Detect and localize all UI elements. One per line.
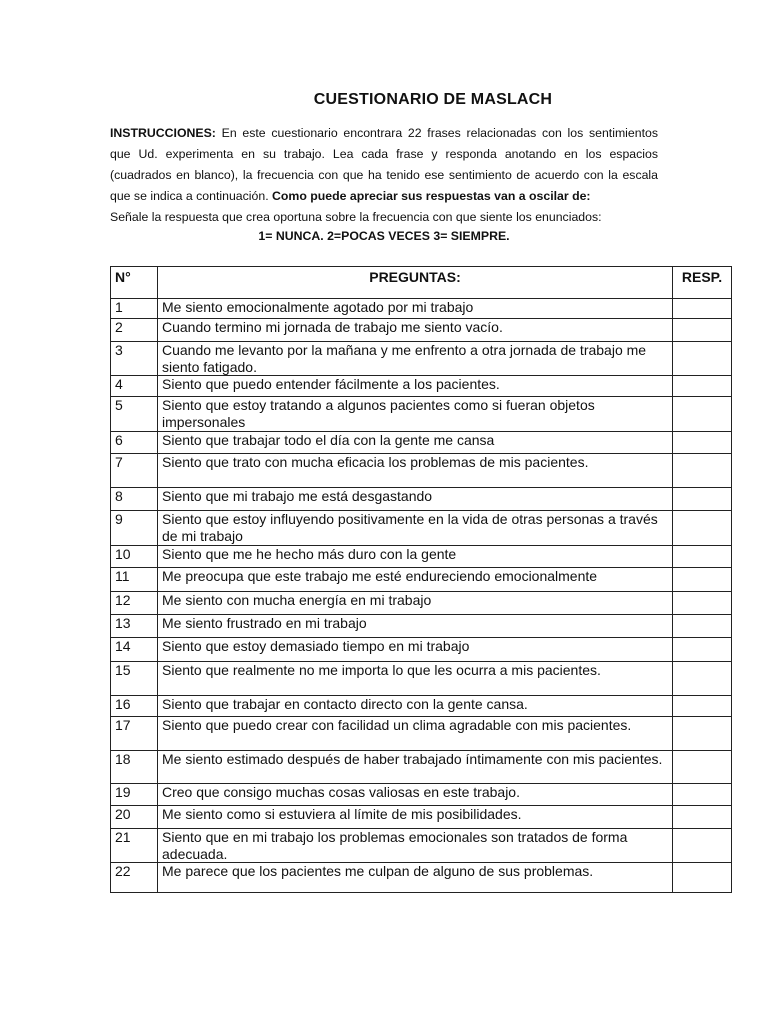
question-number: 8 (111, 488, 158, 511)
response-cell[interactable] (673, 376, 732, 397)
response-cell[interactable] (673, 319, 732, 342)
table-row (111, 397, 732, 432)
table-row (111, 615, 732, 638)
table-row (111, 319, 732, 342)
question-number: 6 (111, 432, 158, 454)
response-cell[interactable] (673, 299, 732, 319)
response-cell[interactable] (673, 806, 732, 829)
table-row (111, 299, 732, 319)
table-row (111, 546, 732, 568)
question-text: Siento que mi trabajo me está desgastando (158, 488, 673, 511)
question-number: 20 (111, 806, 158, 829)
question-text: Me siento emocionalmente agotado por mi trabajo (158, 299, 673, 319)
question-text: Me preocupa que este trabajo me esté endureciendo emocionalmente (158, 568, 673, 592)
response-scale-text: 1= NUNCA. 2=POCAS VECES 3= SIEMPRE. (258, 229, 510, 243)
question-text: Siento que puedo crear con facilidad un clima agradable con mis pacientes. (158, 717, 673, 751)
table-row (111, 592, 732, 615)
response-cell[interactable] (673, 342, 732, 376)
question-text: Me siento estimado después de haber trabajado íntimamente con mis pacientes. (158, 751, 673, 784)
table-row (111, 488, 732, 511)
instructions-line2: Señale la respuesta que crea oportuna sobre la frecuencia con que siente los enunciados: (110, 210, 602, 224)
question-number: 9 (111, 511, 158, 546)
question-text: Siento que trabajar en contacto directo con la gente cansa. (158, 696, 673, 717)
question-number: 12 (111, 592, 158, 615)
table-row (111, 511, 732, 546)
table-row (111, 829, 732, 863)
response-cell[interactable] (673, 784, 732, 806)
response-cell[interactable] (673, 696, 732, 717)
table-row (111, 806, 732, 829)
instructions-emphasis: Como puede apreciar sus respuestas van a oscilar de: (272, 189, 591, 203)
question-text: Me siento frustrado en mi trabajo (158, 615, 673, 638)
response-scale (0, 229, 768, 243)
response-cell[interactable] (673, 717, 732, 751)
question-number: 1 (111, 299, 158, 319)
table-row (111, 376, 732, 397)
response-cell[interactable] (673, 829, 732, 863)
header-response: RESP. (673, 267, 732, 299)
question-number: 19 (111, 784, 158, 806)
question-number: 18 (111, 751, 158, 784)
response-cell[interactable] (673, 615, 732, 638)
question-number: 14 (111, 638, 158, 662)
table-header-row (111, 267, 732, 299)
table-row (111, 784, 732, 806)
table-row (111, 454, 732, 488)
response-cell[interactable] (673, 432, 732, 454)
question-number: 5 (111, 397, 158, 432)
instructions-text: En este cuestionario encontrara 22 frases relacionadas con los sentimientos que Ud. experimenta en su trabajo. Lea cada frase y responda anotando en los espacios (cuadrados en blanco), la frecuencia con que ha tenido ese sentimiento de acuerdo con la escala que se indica a continuación. (110, 126, 658, 203)
question-text: Siento que estoy demasiado tiempo en mi trabajo (158, 638, 673, 662)
question-number: 15 (111, 662, 158, 696)
question-number: 3 (111, 342, 158, 376)
question-number: 11 (111, 568, 158, 592)
question-text: Creo que consigo muchas cosas valiosas en este trabajo. (158, 784, 673, 806)
question-number: 7 (111, 454, 158, 488)
question-number: 22 (111, 863, 158, 893)
question-number: 16 (111, 696, 158, 717)
question-text: Cuando termino mi jornada de trabajo me siento vacío. (158, 319, 673, 342)
response-cell[interactable] (673, 568, 732, 592)
question-text: Me parece que los pacientes me culpan de alguno de sus problemas. (158, 863, 673, 893)
response-cell[interactable] (673, 638, 732, 662)
table-row (111, 662, 732, 696)
table-row (111, 751, 732, 784)
question-text: Siento que estoy tratando a algunos pacientes como si fueran objetos impersonales (158, 397, 673, 432)
table-row (111, 342, 732, 376)
question-text: Siento que trato con mucha eficacia los problemas de mis pacientes. (158, 454, 673, 488)
question-text: Me siento con mucha energía en mi trabajo (158, 592, 673, 615)
question-text: Siento que me he hecho más duro con la gente (158, 546, 673, 568)
header-question: PREGUNTAS: (158, 267, 673, 299)
table-row (111, 863, 732, 893)
response-cell[interactable] (673, 546, 732, 568)
response-cell[interactable] (673, 751, 732, 784)
response-cell[interactable] (673, 863, 732, 893)
question-number: 13 (111, 615, 158, 638)
header-number: N° (111, 267, 158, 299)
response-cell[interactable] (673, 397, 732, 432)
table-row (111, 568, 732, 592)
question-number: 4 (111, 376, 158, 397)
response-cell[interactable] (673, 511, 732, 546)
question-text: Siento que estoy influyendo positivamente en la vida de otras personas a través de mi trabajo (158, 511, 673, 546)
table-row (111, 638, 732, 662)
question-number: 10 (111, 546, 158, 568)
question-text: Siento que trabajar todo el día con la gente me cansa (158, 432, 673, 454)
document-title: CUESTIONARIO DE MASLACH (313, 91, 553, 108)
instructions-block (110, 123, 658, 228)
question-text: Siento que puedo entender fácilmente a los pacientes. (158, 376, 673, 397)
question-text: Me siento como si estuviera al límite de mis posibilidades. (158, 806, 673, 829)
response-cell[interactable] (673, 592, 732, 615)
question-text: Cuando me levanto por la mañana y me enfrento a otra jornada de trabajo me siento fatigado. (158, 342, 673, 376)
response-cell[interactable] (673, 662, 732, 696)
question-number: 17 (111, 717, 158, 751)
table-row (111, 717, 732, 751)
question-number: 2 (111, 319, 158, 342)
instructions-label: INSTRUCCIONES: (110, 126, 216, 140)
response-cell[interactable] (673, 488, 732, 511)
question-text: Siento que en mi trabajo los problemas emocionales son tratados de forma adecuada. (158, 829, 673, 863)
table-row (111, 696, 732, 717)
questions-table (110, 266, 732, 893)
question-text: Siento que realmente no me importa lo que les ocurra a mis pacientes. (158, 662, 673, 696)
table-row (111, 432, 732, 454)
response-cell[interactable] (673, 454, 732, 488)
question-number: 21 (111, 829, 158, 863)
